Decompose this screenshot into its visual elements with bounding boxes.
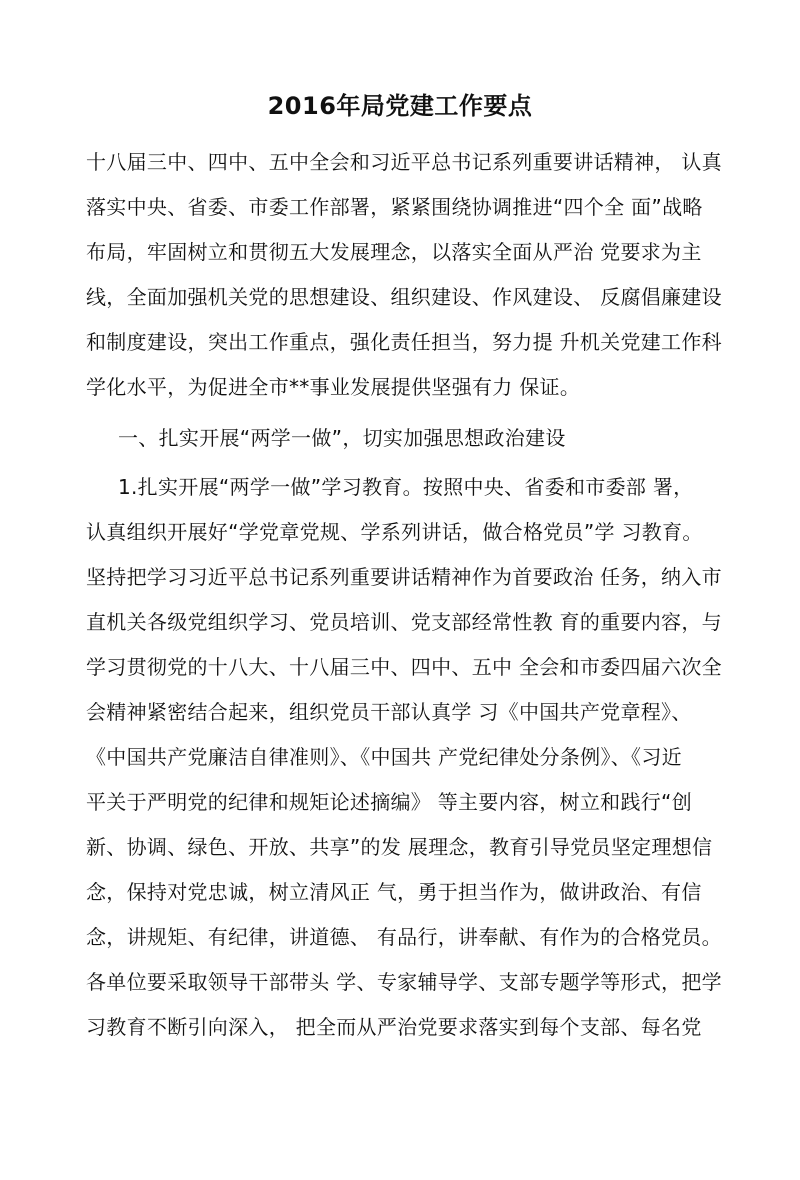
body-line: 1.扎实开展“两学一做”学习教育。按照中央、省委和市委部 署， <box>118 475 694 499</box>
body-line: 平关于严明党的纪律和规矩论述摘编》 等主要内容，树立和践行“创 <box>86 790 693 814</box>
section-heading: 一、扎实开展“两学一做”，切实加强思想政治建设 <box>118 426 566 450</box>
body-line: 学习贯彻党的十八大、十八届三中、四中、五中 全会和市委四届六次全 <box>86 655 722 679</box>
body-line: 坚持把学习习近平总书记系列重要讲话精神作为首要政治 任务，纳入市 <box>86 565 722 589</box>
body-line: 新、协调、绿色、开放、共享”的发 展理念，教育引导党员坚定理想信 <box>86 835 713 859</box>
body-line: 和制度建设，突出工作重点，强化责任担当，努力提 升机关党建工作科 <box>86 330 722 354</box>
document-title: 2016年局党建工作要点 <box>267 92 533 120</box>
body-line: 认真组织开展好“学党章党规、学系列讲话，做合格党员”学 习教育。 <box>86 520 703 544</box>
body-line: 布局，牢固树立和贯彻五大发展理念，以落实全面从严治 党要求为主 <box>86 240 702 264</box>
body-line: 十八届三中、四中、五中全会和习近平总书记系列重要讲话精神， 认真 <box>86 150 722 174</box>
body-line: 线，全面加强机关党的思想建设、组织建设、作风建设、 反腐倡廉建设 <box>86 285 722 309</box>
body-line: 念，保持对党忠诚，树立清风正 气，勇于担当作为，做讲政治、有信 <box>86 880 702 904</box>
body-line: 《中国共产党廉洁自律准则》、《中国共 产党纪律处分条例》、《习近 <box>86 745 682 769</box>
body-line: 会精神紧密结合起来，组织党员干部认真学 习《中国共产党章程》、 <box>86 700 692 724</box>
body-line: 落实中央、省委、市委工作部署，紧紧围绕协调推进“四个全 面”战略 <box>86 195 703 219</box>
body-line: 念，讲规矩、有纪律，讲道德、 有品行，讲奉献、有作为的合格党员。 <box>86 925 722 949</box>
body-line: 习教育不断引向深入， 把全而从严治党要求落实到每个支部、每名党 <box>86 1015 702 1039</box>
body-line: 各单位要采取领导干部带头 学、专家辅导学、支部专题学等形式，把学 <box>86 970 722 994</box>
body-line: 直机关各级党组织学习、党员培训、党支部经常性教 育的重要内容，与 <box>86 610 722 634</box>
body-line: 学化水平，为促进全市**事业发展提供坚强有力 保证。 <box>86 375 581 399</box>
